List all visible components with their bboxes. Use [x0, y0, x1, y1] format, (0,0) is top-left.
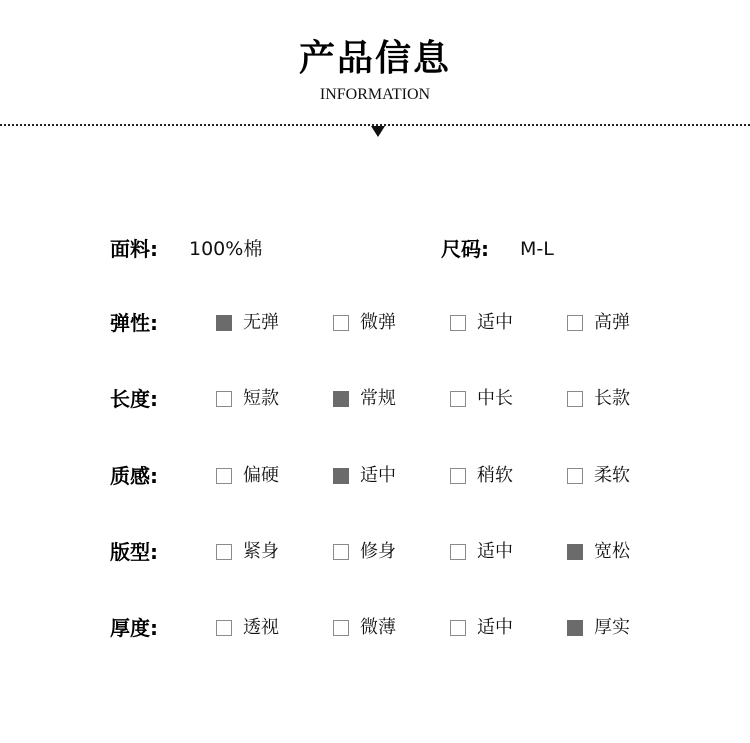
page-title: 产品信息	[298, 38, 451, 79]
fabric-value: 100%棉	[189, 238, 263, 260]
checkbox	[450, 315, 466, 331]
option-label: 微弹	[360, 312, 396, 333]
size-value: M-L	[520, 238, 554, 260]
option-label: 适中	[477, 617, 513, 638]
option-label: 紧身	[243, 541, 279, 562]
attribute-label: 版型:	[110, 540, 158, 564]
option-label: 适中	[477, 312, 513, 333]
checkbox	[216, 620, 232, 636]
checkbox	[333, 315, 349, 331]
page-subtitle: INFORMATION	[319, 86, 431, 103]
option-label: 修身	[360, 541, 396, 562]
checkbox	[333, 544, 349, 560]
checkbox	[450, 468, 466, 484]
checkbox	[450, 544, 466, 560]
checkbox	[216, 544, 232, 560]
option-label: 长款	[594, 388, 630, 409]
checkbox	[216, 391, 232, 407]
option-label: 微薄	[360, 617, 396, 638]
option-label: 短款	[243, 388, 279, 409]
checked-checkbox	[333, 468, 349, 484]
checked-checkbox	[567, 620, 583, 636]
checkbox	[450, 391, 466, 407]
option-label: 透视	[243, 617, 279, 638]
checked-checkbox	[216, 315, 232, 331]
option-label: 偏硬	[243, 465, 279, 486]
checkbox	[567, 468, 583, 484]
checked-checkbox	[333, 391, 349, 407]
option-label: 适中	[477, 541, 513, 562]
option-label: 适中	[360, 465, 396, 486]
option-label: 常规	[360, 388, 396, 409]
checked-checkbox	[567, 544, 583, 560]
checkbox	[450, 620, 466, 636]
attribute-label: 厚度:	[110, 616, 158, 640]
attribute-label: 长度:	[110, 387, 158, 411]
option-label: 厚实	[594, 617, 630, 638]
option-label: 高弹	[594, 312, 630, 333]
checkbox	[567, 391, 583, 407]
option-label: 中长	[477, 388, 513, 409]
attribute-label: 质感:	[110, 464, 158, 488]
triangle-pointer-icon	[371, 126, 385, 137]
checkbox	[567, 315, 583, 331]
option-label: 柔软	[594, 465, 630, 486]
fabric-label: 面料:	[110, 237, 158, 261]
option-label: 稍软	[477, 465, 513, 486]
checkbox	[333, 620, 349, 636]
checkbox	[216, 468, 232, 484]
attribute-label: 弹性:	[110, 311, 158, 335]
option-label: 宽松	[594, 541, 630, 562]
size-label: 尺码:	[441, 237, 489, 261]
option-label: 无弹	[243, 312, 279, 333]
